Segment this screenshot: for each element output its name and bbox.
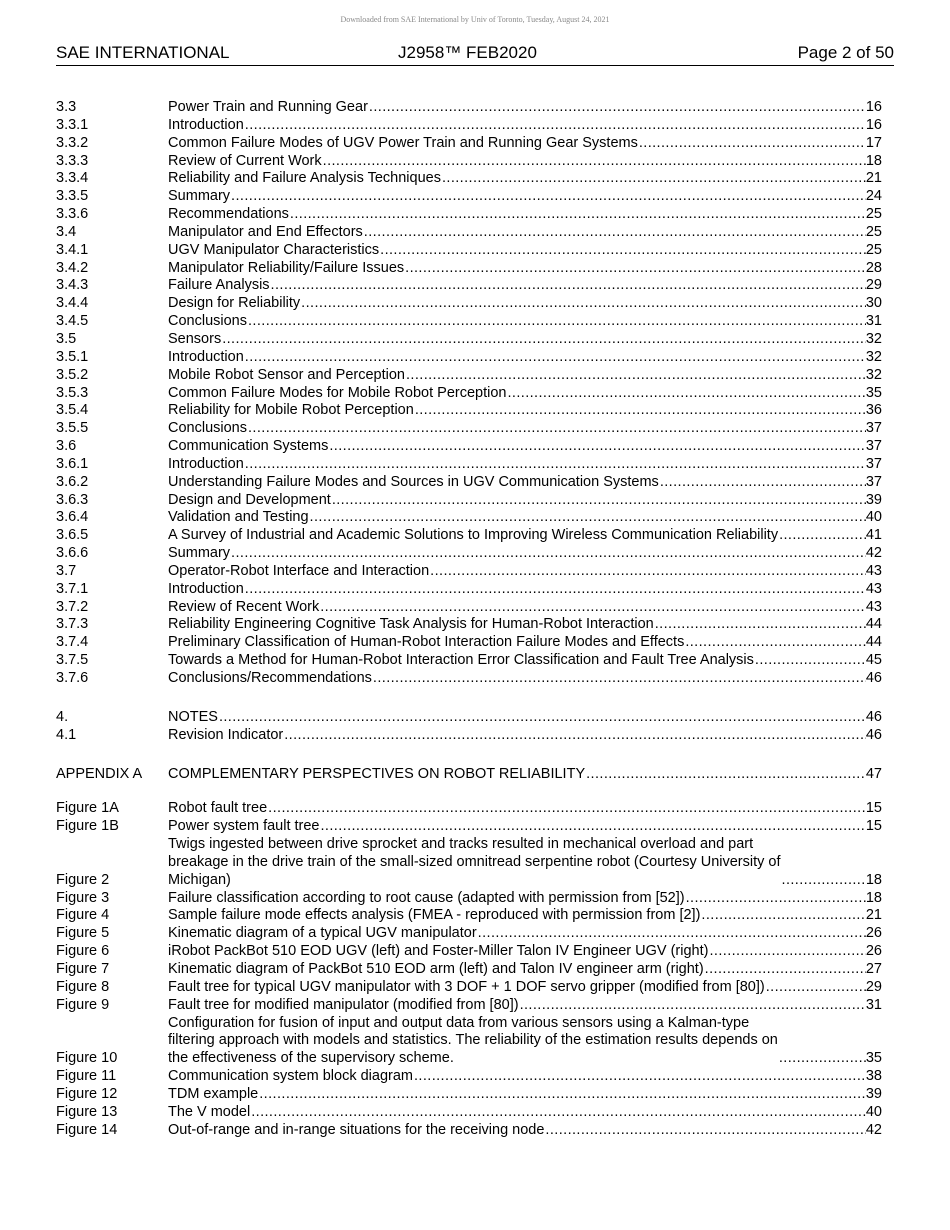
toc-entry-title: Communication system block diagram bbox=[168, 1068, 413, 1085]
toc-entry[interactable] bbox=[56, 599, 882, 617]
toc-spacer bbox=[56, 688, 882, 709]
download-watermark: Downloaded from SAE International by Univ of Toronto, Tuesday, August 24, 2021 bbox=[340, 15, 610, 24]
dot-leader bbox=[781, 872, 866, 890]
toc-entry[interactable] bbox=[56, 818, 882, 836]
toc-entry[interactable] bbox=[56, 1104, 882, 1122]
toc-entry[interactable] bbox=[56, 242, 882, 260]
toc-entry-page: 44 bbox=[865, 634, 882, 651]
toc-entry-number: 3.7.4 bbox=[56, 634, 89, 651]
toc-entry-page: 37 bbox=[865, 455, 882, 472]
toc-entry[interactable] bbox=[56, 1122, 882, 1140]
toc-entry-number: 3.6.3 bbox=[56, 491, 89, 508]
toc-entry[interactable] bbox=[56, 188, 882, 206]
toc-entry[interactable] bbox=[56, 349, 882, 367]
toc-entry-number: Figure 8 bbox=[56, 978, 110, 995]
toc-entry-number: 3.7.1 bbox=[56, 580, 89, 597]
toc-entry-page: 38 bbox=[865, 1068, 882, 1085]
toc-entry-page: 44 bbox=[865, 616, 882, 633]
toc-entry-number: 3.6.1 bbox=[56, 455, 89, 472]
toc-entry-number: 3.6.4 bbox=[56, 509, 89, 526]
toc-entry-page: 37 bbox=[865, 420, 882, 437]
toc-entry[interactable] bbox=[56, 943, 882, 961]
toc-entry-number: 3.6.2 bbox=[56, 473, 89, 490]
dot-leader bbox=[654, 616, 866, 634]
toc-entry-title: Operator-Robot Interface and Interaction bbox=[168, 562, 430, 579]
toc-entry[interactable] bbox=[56, 206, 882, 224]
dot-leader bbox=[700, 907, 865, 925]
dot-leader bbox=[368, 99, 866, 117]
toc-entry-number: Figure 4 bbox=[56, 907, 110, 924]
toc-entry-number: 3.6.5 bbox=[56, 527, 89, 544]
toc-entry-number: Figure 14 bbox=[56, 1121, 118, 1138]
toc-entry[interactable] bbox=[56, 99, 882, 117]
toc-entry[interactable] bbox=[56, 474, 882, 492]
toc-entry-page: 25 bbox=[865, 241, 882, 258]
dot-leader bbox=[413, 1068, 866, 1086]
toc-entry-title: Summary bbox=[168, 545, 231, 562]
toc-entry-page: 15 bbox=[865, 800, 882, 817]
toc-entry-title: Failure Analysis bbox=[168, 277, 270, 294]
toc-entry-title: Common Failure Modes for Mobile Robot Perception bbox=[168, 384, 507, 401]
toc-entry[interactable] bbox=[56, 907, 882, 925]
toc-entry[interactable] bbox=[56, 420, 882, 438]
toc-entry-number: 3.7 bbox=[56, 562, 77, 579]
toc-entry-page: 43 bbox=[865, 580, 882, 597]
header-doc-id: J2958™ FEB2020 bbox=[398, 43, 537, 62]
toc-entry-number: 3.3.6 bbox=[56, 206, 89, 223]
header-org: SAE INTERNATIONAL bbox=[56, 43, 230, 62]
toc-entry-number: 4. bbox=[56, 708, 69, 725]
dot-leader bbox=[283, 727, 866, 745]
dot-leader bbox=[506, 385, 865, 403]
toc-entry-page: 17 bbox=[865, 134, 882, 151]
toc-entry-page: 40 bbox=[865, 1103, 882, 1120]
toc-entry-title: Reliability Engineering Cognitive Task Analysis for Human-Robot Interaction bbox=[168, 616, 654, 633]
dot-leader bbox=[320, 818, 866, 836]
toc-entry-number: 3.6.6 bbox=[56, 545, 89, 562]
toc-entry-page: 15 bbox=[865, 818, 882, 835]
toc-entry-title: iRobot PackBot 510 EOD UGV (left) and Foster-Miller Talon IV Engineer UGV (right) bbox=[168, 943, 709, 960]
toc-entry-page: 28 bbox=[865, 259, 882, 276]
dot-leader bbox=[267, 800, 866, 818]
toc-entry[interactable] bbox=[56, 727, 882, 745]
toc-entry-title: Fault tree for typical UGV manipulator with 3 DOF + 1 DOF servo gripper (modified from [80]) bbox=[168, 978, 765, 995]
toc-entry-title: Summary bbox=[168, 188, 231, 205]
toc-entry-number: Figure 9 bbox=[56, 996, 110, 1013]
toc-entry-number: 3.3.1 bbox=[56, 116, 89, 133]
toc-entry-page: 46 bbox=[865, 726, 882, 743]
toc-entry[interactable] bbox=[56, 563, 882, 581]
dot-leader bbox=[328, 438, 866, 456]
toc-entry-title: Preliminary Classification of Human-Robot Interaction Failure Modes and Effects bbox=[168, 634, 685, 651]
dot-leader bbox=[218, 709, 866, 727]
toc-entry[interactable] bbox=[56, 492, 882, 510]
toc-entry-number: 3.3.5 bbox=[56, 188, 89, 205]
toc-entry-number: 3.5 bbox=[56, 330, 77, 347]
toc-entry-page: 35 bbox=[865, 384, 882, 401]
dot-leader bbox=[685, 890, 866, 908]
toc-entry[interactable] bbox=[56, 616, 882, 634]
toc-entry[interactable] bbox=[56, 766, 882, 784]
toc-entry-title: Introduction bbox=[168, 580, 244, 597]
toc-entry-number: 3.7.3 bbox=[56, 616, 89, 633]
toc-entry-number: 3.4.2 bbox=[56, 259, 89, 276]
table-of-contents bbox=[56, 99, 882, 1139]
toc-entry-number: 3.6 bbox=[56, 438, 77, 455]
toc-entry-number: Figure 11 bbox=[56, 1068, 117, 1085]
toc-entry-page: 21 bbox=[865, 170, 882, 187]
toc-entry-number: Figure 12 bbox=[56, 1085, 118, 1102]
dot-leader bbox=[704, 961, 866, 979]
dot-leader bbox=[754, 652, 866, 670]
dot-leader bbox=[319, 599, 866, 617]
toc-entry-title: Conclusions/Recommendations bbox=[168, 670, 372, 686]
toc-entry-number: 3.5.3 bbox=[56, 384, 89, 401]
toc-entry-title: Introduction bbox=[168, 348, 244, 365]
dot-leader bbox=[244, 456, 866, 474]
toc-entry[interactable] bbox=[56, 961, 882, 979]
dot-leader bbox=[638, 135, 866, 153]
toc-entry-number: 3.3.2 bbox=[56, 134, 89, 151]
toc-entry-number: 3.5.4 bbox=[56, 402, 89, 419]
toc-entry-page: 39 bbox=[865, 491, 882, 508]
toc-entry[interactable] bbox=[56, 545, 882, 563]
toc-entry[interactable] bbox=[56, 277, 882, 295]
toc-entry-number: Figure 1A bbox=[56, 800, 119, 817]
toc-entry-title: Configuration for fusion of input and output data from various sensors using a Kalman-type filtering approach with models and statistics. The reliability of the estimation results depends on the effectiveness of the supervisory scheme. bbox=[168, 1014, 778, 1067]
toc-entry-number: 3.3.4 bbox=[56, 170, 89, 187]
dot-leader bbox=[404, 260, 866, 278]
toc-entry[interactable] bbox=[56, 331, 882, 349]
toc-entry-number: Figure 5 bbox=[56, 925, 110, 942]
toc-spacer bbox=[56, 745, 882, 766]
dot-leader bbox=[477, 925, 866, 943]
toc-entry-number: Figure 6 bbox=[56, 943, 110, 960]
toc-entry-page: 42 bbox=[865, 1121, 882, 1138]
toc-entry-page: 18 bbox=[865, 152, 882, 169]
dot-leader bbox=[244, 349, 866, 367]
toc-entry-title: Fault tree for modified manipulator (modified from [80]) bbox=[168, 996, 519, 1013]
dot-leader bbox=[363, 224, 866, 242]
toc-entry-title: Revision Indicator bbox=[168, 726, 284, 743]
dot-leader bbox=[322, 153, 866, 171]
toc-entry[interactable] bbox=[56, 224, 882, 242]
toc-entry[interactable] bbox=[56, 800, 882, 818]
toc-entry[interactable] bbox=[56, 997, 882, 1015]
toc-entry[interactable] bbox=[56, 925, 882, 943]
toc-entry-title: Mobile Robot Sensor and Perception bbox=[168, 366, 405, 383]
toc-entry[interactable] bbox=[56, 581, 882, 599]
toc-entry-title: Communication Systems bbox=[168, 438, 329, 455]
toc-entry-title: Towards a Method for Human-Robot Interaction Error Classification and Fault Tree Analysis bbox=[168, 652, 754, 669]
dot-leader bbox=[258, 1086, 866, 1104]
dot-leader bbox=[372, 670, 866, 688]
dot-leader bbox=[379, 242, 866, 260]
toc-entry-page: 40 bbox=[865, 509, 882, 526]
dot-leader bbox=[270, 277, 866, 295]
toc-entry-title: Sample failure mode effects analysis (FMEA - reproduced with permission from [2]) bbox=[168, 907, 701, 924]
toc-entry-page: 26 bbox=[865, 925, 882, 942]
toc-entry-title: Power Train and Running Gear bbox=[168, 99, 368, 115]
toc-entry-title: Sensors bbox=[168, 330, 222, 347]
toc-entry-title: Robot fault tree bbox=[168, 800, 268, 817]
toc-entry[interactable] bbox=[56, 709, 882, 727]
toc-entry-page: 26 bbox=[865, 943, 882, 960]
header-page-number: Page 2 of 50 bbox=[797, 43, 894, 62]
toc-entry-title: Reliability and Failure Analysis Techniques bbox=[168, 170, 441, 187]
toc-entry-page: 30 bbox=[865, 295, 882, 312]
toc-entry-number: Figure 3 bbox=[56, 889, 110, 906]
toc-entry-title: UGV Manipulator Characteristics bbox=[168, 241, 380, 258]
dot-leader bbox=[289, 206, 866, 224]
toc-entry-page: 29 bbox=[865, 978, 882, 995]
toc-entry-title: Review of Current Work bbox=[168, 152, 322, 169]
dot-leader bbox=[429, 563, 866, 581]
toc-entry-number: 3.7.2 bbox=[56, 598, 89, 615]
toc-entry[interactable] bbox=[56, 670, 882, 688]
toc-entry-number: 3.5.5 bbox=[56, 420, 89, 437]
toc-entry-title: Introduction bbox=[168, 116, 244, 133]
toc-entry-page: 32 bbox=[865, 330, 882, 347]
toc-entry-number: 3.7.6 bbox=[56, 670, 89, 686]
dot-leader bbox=[250, 1104, 866, 1122]
toc-entry-number: Figure 7 bbox=[56, 960, 110, 977]
toc-entry-title: Power system fault tree bbox=[168, 818, 320, 835]
toc-entry-page: 43 bbox=[865, 598, 882, 615]
toc-entry-title: Out-of-range and in-range situations for the receiving node bbox=[168, 1121, 545, 1138]
toc-entry[interactable] bbox=[56, 634, 882, 652]
toc-entry-page: 39 bbox=[865, 1085, 882, 1102]
toc-entry-title: Failure classification according to root cause (adapted with permission from [52]) bbox=[168, 889, 685, 906]
toc-entry-title: Validation and Testing bbox=[168, 509, 309, 526]
dot-leader bbox=[221, 331, 866, 349]
toc-entry-page: 31 bbox=[865, 996, 882, 1013]
toc-entry-number: 3.5.1 bbox=[56, 348, 89, 365]
page-header bbox=[56, 43, 894, 66]
toc-entry-title: Kinematic diagram of PackBot 510 EOD arm (left) and Talon IV engineer arm (right) bbox=[168, 960, 704, 977]
dot-leader bbox=[414, 402, 866, 420]
dot-leader bbox=[405, 367, 866, 385]
toc-entry-title: Design for Reliability bbox=[168, 295, 301, 312]
toc-entry-title: Reliability for Mobile Robot Perception bbox=[168, 402, 414, 419]
toc-entry-page: 16 bbox=[865, 99, 882, 115]
dot-leader bbox=[331, 492, 866, 510]
toc-entry-page: 18 bbox=[865, 871, 882, 888]
toc-entry-title: NOTES bbox=[168, 708, 218, 725]
toc-entry-number: 3.4.3 bbox=[56, 277, 89, 294]
toc-entry-page: 29 bbox=[865, 277, 882, 294]
toc-entry-page: 37 bbox=[865, 473, 882, 490]
dot-leader bbox=[708, 943, 865, 961]
toc-entry-title: Kinematic diagram of a typical UGV manipulator bbox=[168, 925, 477, 942]
toc-entry[interactable] bbox=[56, 456, 882, 474]
dot-leader bbox=[544, 1122, 865, 1140]
toc-entry-title: Review of Recent Work bbox=[168, 598, 320, 615]
toc-entry-number: 3.7.5 bbox=[56, 652, 89, 669]
toc-entry-number: Figure 1B bbox=[56, 818, 119, 835]
toc-entry-title: The V model bbox=[168, 1103, 251, 1120]
dot-leader bbox=[244, 117, 866, 135]
toc-entry-number: 3.4.1 bbox=[56, 241, 89, 258]
toc-entry-number: Figure 13 bbox=[56, 1103, 118, 1120]
toc-entry-page: 41 bbox=[865, 527, 882, 544]
toc-entry-page: 32 bbox=[865, 366, 882, 383]
toc-entry[interactable] bbox=[56, 117, 882, 135]
toc-entry-page: 37 bbox=[865, 438, 882, 455]
dot-leader bbox=[230, 188, 866, 206]
toc-entry-title: Design and Development bbox=[168, 491, 331, 508]
dot-leader bbox=[230, 545, 866, 563]
toc-entry[interactable] bbox=[56, 1015, 882, 1069]
toc-entry[interactable] bbox=[56, 509, 882, 527]
dot-leader bbox=[309, 509, 866, 527]
toc-entry-number: 3.5.2 bbox=[56, 366, 89, 383]
toc-entry[interactable] bbox=[56, 367, 882, 385]
toc-entry-page: 43 bbox=[865, 562, 882, 579]
toc-entry-page: 25 bbox=[865, 206, 882, 223]
toc-entry-page: 18 bbox=[865, 889, 882, 906]
toc-entry-title: Common Failure Modes of UGV Power Train and Running Gear Systems bbox=[168, 134, 638, 151]
toc-entry-title: Conclusions bbox=[168, 313, 247, 330]
toc-entry-page: 16 bbox=[865, 116, 882, 133]
dot-leader bbox=[441, 170, 866, 188]
toc-entry-page: 27 bbox=[865, 960, 882, 977]
toc-entry-number: 3.3.3 bbox=[56, 152, 89, 169]
toc-entry[interactable] bbox=[56, 135, 882, 153]
toc-entry-number: Figure 10 bbox=[56, 1050, 118, 1067]
toc-entry[interactable] bbox=[56, 295, 882, 313]
dot-leader bbox=[684, 634, 866, 652]
toc-entry-title: Understanding Failure Modes and Sources in UGV Communication Systems bbox=[168, 473, 659, 490]
toc-entry[interactable] bbox=[56, 979, 882, 997]
toc-entry[interactable] bbox=[56, 836, 882, 890]
dot-leader bbox=[778, 1050, 866, 1068]
toc-entry-title: Twigs ingested between drive sprocket and tracks resulted in mechanical overload and part breakage in the drive train of the small-sized omnitread serpentine robot (Courtesy University of Michigan) bbox=[168, 836, 781, 888]
toc-entry-page: 45 bbox=[865, 652, 882, 669]
dot-leader bbox=[247, 420, 866, 438]
toc-entry-number: 3.3 bbox=[56, 99, 77, 115]
dot-leader bbox=[778, 527, 866, 545]
toc-entry-number: Figure 2 bbox=[56, 871, 110, 888]
dot-leader bbox=[244, 581, 866, 599]
toc-entry-title: Conclusions bbox=[168, 420, 247, 437]
toc-entry-number: APPENDIX A bbox=[56, 765, 143, 782]
toc-entry[interactable] bbox=[56, 1086, 882, 1104]
toc-entry-page: 35 bbox=[865, 1050, 882, 1067]
toc-entry-number: 3.4 bbox=[56, 223, 77, 240]
toc-entry[interactable] bbox=[56, 890, 882, 908]
dot-leader bbox=[300, 295, 866, 313]
toc-entry-page: 36 bbox=[865, 402, 882, 419]
dot-leader bbox=[585, 766, 866, 784]
toc-entry-title: Recommendations bbox=[168, 206, 289, 223]
toc-entry-number: 4.1 bbox=[56, 726, 77, 743]
toc-entry-title: A Survey of Industrial and Academic Solutions to Improving Wireless Communication Reliability bbox=[168, 527, 779, 544]
toc-entry-page: 21 bbox=[865, 907, 882, 924]
toc-entry[interactable] bbox=[56, 652, 882, 670]
toc-entry-page: 42 bbox=[865, 545, 882, 562]
toc-entry[interactable] bbox=[56, 438, 882, 456]
dot-leader bbox=[659, 474, 866, 492]
toc-entry-page: 31 bbox=[865, 313, 882, 330]
dot-leader bbox=[765, 979, 866, 997]
toc-entry[interactable] bbox=[56, 1068, 882, 1086]
toc-entry[interactable] bbox=[56, 260, 882, 278]
toc-entry-page: 47 bbox=[865, 765, 882, 782]
dot-leader bbox=[519, 997, 866, 1015]
toc-entry-title: COMPLEMENTARY PERSPECTIVES ON ROBOT RELIABILITY bbox=[168, 765, 586, 782]
toc-entry-title: Manipulator and End Effectors bbox=[168, 223, 363, 240]
toc-entry[interactable] bbox=[56, 313, 882, 331]
toc-entry[interactable] bbox=[56, 385, 882, 403]
toc-entry-title: Introduction bbox=[168, 455, 244, 472]
toc-entry-number: 3.4.4 bbox=[56, 295, 89, 312]
toc-entry-page: 46 bbox=[865, 670, 882, 686]
toc-entry-page: 25 bbox=[865, 223, 882, 240]
toc-entry[interactable] bbox=[56, 153, 882, 171]
toc-entry-number: 3.4.5 bbox=[56, 313, 89, 330]
toc-entry[interactable] bbox=[56, 527, 882, 545]
toc-entry-page: 24 bbox=[865, 188, 882, 205]
toc-entry-title: TDM example bbox=[168, 1085, 259, 1102]
toc-entry-page: 46 bbox=[865, 708, 882, 725]
toc-entry[interactable] bbox=[56, 170, 882, 188]
dot-leader bbox=[247, 313, 866, 331]
toc-entry[interactable] bbox=[56, 402, 882, 420]
toc-spacer bbox=[56, 783, 882, 800]
toc-entry-page: 32 bbox=[865, 348, 882, 365]
toc-entry-title: Manipulator Reliability/Failure Issues bbox=[168, 259, 405, 276]
